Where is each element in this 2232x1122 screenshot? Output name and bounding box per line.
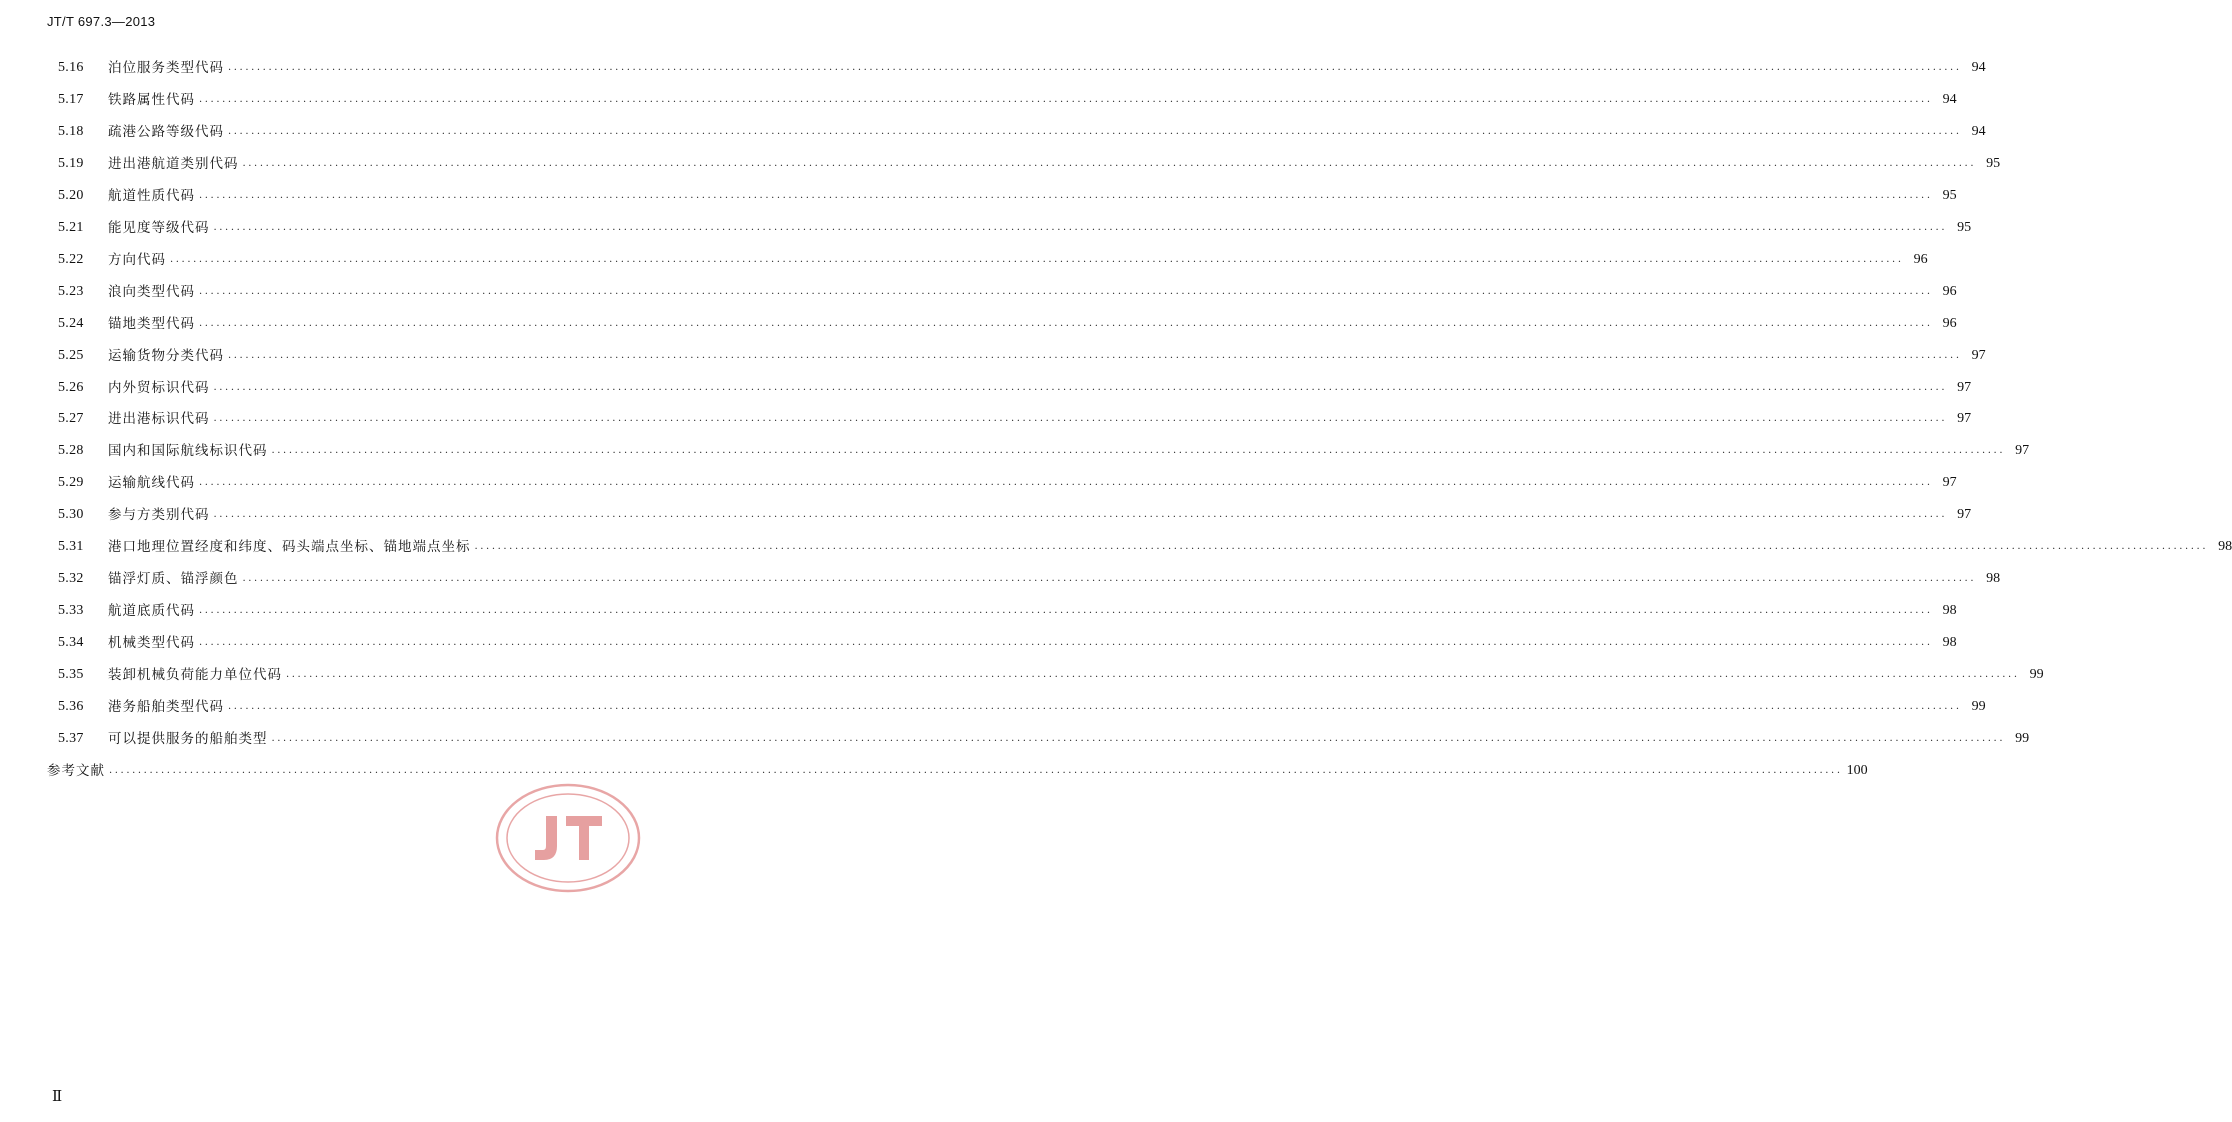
toc-leader-dots: ............................................................................................................................................................................................................................................................................................................ [199, 189, 1933, 201]
toc-leader-dots: ............................................................................................................................................................................................................................................................................................................ [242, 573, 1977, 585]
toc-entry-page: 97 [1971, 347, 1986, 363]
toc-entry-number: 5.33 [58, 603, 84, 619]
toc-entry-page: 99 [2029, 667, 2044, 683]
toc-entry-title: 机械类型代码 [108, 635, 195, 652]
toc-entry-number: 5.17 [58, 91, 84, 107]
toc-entry[interactable] [58, 313, 1957, 335]
toc-entry-page: 98 [1986, 571, 2001, 587]
toc-entry[interactable] [58, 185, 1957, 207]
toc-leader-dots: ............................................................................................................................................................................................................................................................................................................ [199, 285, 1933, 297]
toc-entry-page: 94 [1942, 91, 1957, 107]
toc-entry-title: 运输货物分类代码 [108, 347, 224, 364]
toc-entry-title: 参与方类别代码 [108, 507, 210, 524]
toc-entry-number: 5.37 [58, 730, 84, 746]
toc-entry[interactable] [58, 696, 1986, 718]
toc-entry-number: 5.22 [58, 251, 84, 267]
toc-entry-page: 96 [1942, 315, 1957, 331]
toc-leader-dots: ............................................................................................................................................................................................................................................................................................................ [199, 317, 1933, 329]
toc-entry-page: 95 [1986, 155, 2001, 171]
toc-entry-title: 疏港公路等级代码 [108, 123, 224, 140]
toc-entry[interactable] [58, 568, 2001, 590]
toc-leader-dots: ............................................................................................................................................................................................................................................................................................................ [199, 605, 1933, 617]
toc-entry-number: 5.18 [58, 123, 84, 139]
toc-entry-page: 99 [1971, 699, 1986, 714]
toc-entry[interactable] [58, 504, 1972, 526]
toc-entry[interactable] [58, 664, 2044, 686]
toc-leader-dots: ............................................................................................................................................................................................................................................................................................................ [271, 732, 2006, 744]
toc-entry-page: 94 [1971, 60, 1986, 75]
toc-entry-number: 5.34 [58, 635, 84, 651]
jt-watermark-stamp [494, 782, 642, 894]
toc-entry-title: 锚浮灯质、锚浮颜色 [108, 571, 239, 588]
toc-leader-dots: ............................................................................................................................................................................................................................................................................................................ [228, 62, 1962, 73]
toc-entry[interactable] [58, 440, 2030, 462]
toc-leader-dots: ............................................................................................................................................................................................................................................................................................................ [199, 637, 1933, 649]
toc-entry[interactable] [58, 408, 1972, 430]
toc-leader-dots: ............................................................................................................................................................................................................................................................................................................ [228, 125, 1962, 137]
toc-entry-page: 97 [1957, 507, 1972, 523]
toc-entry-page: 96 [1942, 283, 1957, 299]
toc-entry[interactable] [58, 472, 1957, 494]
toc-entry-title: 泊位服务类型代码 [108, 60, 224, 76]
toc-entry[interactable] [58, 249, 1928, 271]
toc-entry[interactable] [58, 600, 1957, 622]
standard-code-header: JT/T 697.3—2013 [47, 14, 156, 29]
toc-entry[interactable] [58, 89, 1957, 111]
toc-entry-number: 5.35 [58, 667, 84, 683]
toc-entry-page: 99 [2015, 730, 2030, 746]
toc-entry-page: 96 [1913, 251, 1928, 267]
toc-entry-page: 97 [1957, 411, 1972, 427]
toc-leader-dots: ............................................................................................................................................................................................................................................................................................................ [199, 93, 1933, 105]
toc-entry-title: 港务船舶类型代码 [108, 699, 224, 715]
toc-entry-title: 进出港标识代码 [108, 411, 210, 428]
toc-entry-title: 港口地理位置经度和纬度、码头端点坐标、锚地端点坐标 [108, 539, 471, 556]
toc-entry-number: 5.36 [58, 699, 84, 714]
toc-entry-title: 国内和国际航线标识代码 [108, 443, 268, 460]
toc-entry-title: 内外贸标识代码 [108, 379, 210, 396]
toc-entry-page: 97 [2015, 443, 2030, 459]
toc-entry-number: 5.27 [58, 411, 84, 427]
toc-entry-number: 5.28 [58, 443, 84, 459]
toc-entry[interactable] [58, 121, 1986, 143]
references-title: 参考文献 [47, 762, 105, 779]
toc-entry-title: 铁路属性代码 [108, 91, 195, 108]
toc-entry[interactable] [58, 728, 2030, 750]
toc-entry-title: 能见度等级代码 [108, 219, 210, 236]
toc-entry-title: 浪向类型代码 [108, 283, 195, 300]
toc-entry-title: 可以提供服务的船舶类型 [108, 730, 268, 747]
toc-entry-number: 5.32 [58, 571, 84, 587]
toc-entry-title: 锚地类型代码 [108, 315, 195, 332]
toc-leader-dots: ............................................................................................................................................................................................................................................................................................................ [213, 509, 1948, 521]
toc-entry-number: 5.19 [58, 155, 84, 171]
toc-entry-title: 航道底质代码 [108, 603, 195, 620]
toc-entry[interactable] [58, 345, 1986, 367]
toc-entry-title: 方向代码 [108, 251, 166, 268]
toc-entry-page: 95 [1942, 187, 1957, 203]
toc-entry[interactable] [58, 281, 1957, 303]
page-number-footer: Ⅱ [52, 1089, 63, 1105]
toc-leader-dots: ............................................................................................................................................................................................................................................................................................................ [213, 381, 1948, 393]
toc-entry[interactable] [58, 632, 1957, 654]
toc-leader-dots: ............................................................................................................................................................................................................................................................................................................ [109, 764, 1843, 776]
toc-leader-dots: ............................................................................................................................................................................................................................................................................................................ [199, 477, 1933, 489]
toc-entry-page: 97 [1957, 379, 1972, 395]
toc-entry-number: 5.20 [58, 187, 84, 203]
toc-entry-page: 98 [2218, 539, 2232, 555]
toc-entry-number: 5.26 [58, 379, 84, 395]
toc-leader-dots: ............................................................................................................................................................................................................................................................................................................ [286, 669, 2020, 681]
toc-leader-dots: ............................................................................................................................................................................................................................................................................................................ [213, 221, 1948, 233]
toc-leader-dots: ............................................................................................................................................................................................................................................................................................................ [228, 701, 1962, 712]
toc-entry[interactable] [58, 57, 1986, 79]
toc-entry-title: 装卸机械负荷能力单位代码 [108, 667, 282, 684]
toc-leader-dots: ............................................................................................................................................................................................................................................................................................................ [474, 541, 2209, 553]
toc-entry-references[interactable] [47, 760, 1868, 782]
toc-entry-title: 航道性质代码 [108, 187, 195, 204]
toc-entry[interactable] [58, 536, 2232, 558]
toc-entry-number: 5.31 [58, 539, 84, 555]
toc-entry-number: 5.25 [58, 347, 84, 363]
toc-entry-page: 94 [1971, 123, 1986, 139]
toc-leader-dots: ............................................................................................................................................................................................................................................................................................................ [242, 157, 1977, 169]
toc-leader-dots: ............................................................................................................................................................................................................................................................................................................ [271, 445, 2006, 457]
toc-entry-number: 5.21 [58, 219, 84, 235]
toc-entry[interactable] [58, 217, 1972, 239]
toc-entry-page: 98 [1942, 603, 1957, 619]
toc-leader-dots: ............................................................................................................................................................................................................................................................................................................ [213, 413, 1948, 425]
toc-entry-page: 98 [1942, 635, 1957, 651]
toc-entry-number: 5.16 [58, 60, 84, 75]
toc-entry-page: 97 [1942, 475, 1957, 491]
toc-leader-dots: ............................................................................................................................................................................................................................................................................................................ [228, 349, 1962, 361]
toc-leader-dots: ............................................................................................................................................................................................................................................................................................................ [170, 253, 1904, 265]
references-page: 100 [1846, 762, 1868, 778]
toc-entry-page: 95 [1957, 219, 1972, 235]
toc-entry[interactable] [58, 377, 1972, 399]
toc-entry-number: 5.23 [58, 283, 84, 299]
toc-entry-number: 5.30 [58, 507, 84, 523]
toc-entry-title: 进出港航道类别代码 [108, 155, 239, 172]
toc-entry[interactable] [58, 153, 2001, 175]
toc-entry-title: 运输航线代码 [108, 475, 195, 492]
toc-entry-number: 5.29 [58, 475, 84, 491]
toc-entry-number: 5.24 [58, 315, 84, 331]
